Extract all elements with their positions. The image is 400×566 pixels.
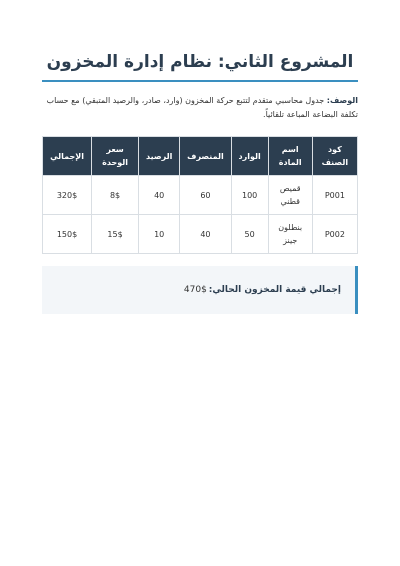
header-outgoing: المنصرف bbox=[180, 137, 231, 176]
cell-balance: 10 bbox=[139, 215, 180, 254]
summary-value: 470$ bbox=[183, 285, 207, 295]
header-unit-price: سعر الوحدة bbox=[92, 137, 139, 176]
description-label: الوصف: bbox=[326, 96, 358, 105]
table-row bbox=[43, 215, 358, 254]
inventory-table bbox=[42, 136, 358, 254]
cell-code: P002 bbox=[312, 215, 357, 254]
header-name: اسم المادة bbox=[268, 137, 312, 176]
cell-balance: 40 bbox=[139, 176, 180, 215]
header-balance: الرصيد bbox=[139, 137, 180, 176]
cell-name: بنطلون جينز bbox=[268, 215, 312, 254]
cell-code: P001 bbox=[312, 176, 357, 215]
cell-name: قميص قطني bbox=[268, 176, 312, 215]
description-text: جدول محاسبي متقدم لتتبع حركة المخزون (وارد، صادر، والرصيد المتبقي) مع حساب تكلفة البضاعة المباعة تلقائياً. bbox=[46, 96, 358, 119]
cell-unit-price: 15$ bbox=[92, 215, 139, 254]
summary-label: إجمالي قيمة المخزون الحالي: bbox=[208, 285, 341, 295]
cell-incoming: 100 bbox=[231, 176, 268, 215]
cell-outgoing: 60 bbox=[180, 176, 231, 215]
header-incoming: الوارد bbox=[231, 137, 268, 176]
cell-incoming: 50 bbox=[231, 215, 268, 254]
table-header-row bbox=[43, 137, 358, 176]
header-code: كود الصنف bbox=[312, 137, 357, 176]
page-title: المشروع الثاني: نظام إدارة المخزون bbox=[42, 50, 358, 82]
inventory-summary bbox=[42, 266, 358, 314]
cell-unit-price: 8$ bbox=[92, 176, 139, 215]
project-description bbox=[42, 94, 358, 122]
cell-outgoing: 40 bbox=[180, 215, 231, 254]
cell-total: 320$ bbox=[43, 176, 92, 215]
table-row bbox=[43, 176, 358, 215]
header-total: الإجمالي bbox=[43, 137, 92, 176]
cell-total: 150$ bbox=[43, 215, 92, 254]
